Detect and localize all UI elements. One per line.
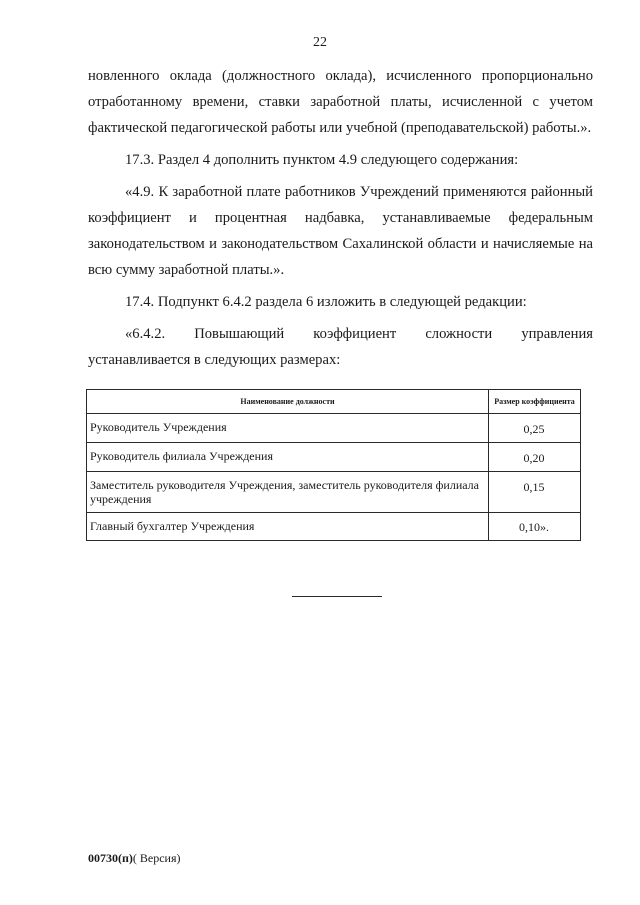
paragraph-17-3: 17.3. Раздел 4 дополнить пунктом 4.9 следующего содержания:: [125, 152, 519, 168]
document-code: [88, 851, 181, 866]
table-header-row: [87, 390, 581, 414]
header-coefficient: Размер коэффициента: [489, 390, 581, 414]
position-cell: Заместитель руководителя Учреждения, заместитель руководителя филиала учреждения: [87, 472, 489, 513]
paragraph-4-9: «4.9. К заработной плате работников Учреждений применяются районный коэффициент и процентная надбавка, устанавливаемые федеральным законодательством и законодательством Сахалинской области и начисляемые на всю сумму заработной платы.».: [88, 184, 593, 278]
position-cell: Руководитель филиала Учреждения: [87, 443, 489, 472]
page-number: 22: [313, 35, 327, 50]
table-row: [87, 414, 581, 443]
document-number: 00730(п): [88, 851, 133, 865]
table-row: [87, 443, 581, 472]
position-cell: Руководитель Учреждения: [87, 414, 489, 443]
document-version: ( Версия): [132, 851, 181, 865]
coefficient-cell: 0,15: [489, 472, 581, 513]
coefficient-cell: 0,25: [489, 414, 581, 443]
header-position: Наименование должности: [87, 390, 489, 414]
paragraph-continuation: новленного оклада (должностного оклада), исчисленного пропорционально отработанному времени, ставки заработной платы, исчисленной с учетом фактической педагогической работы или учебной (преподавательской) работы.».: [88, 68, 593, 136]
footer-divider: [292, 596, 382, 597]
paragraph-6-4-2: «6.4.2. Повышающий коэффициент сложности управления устанавливается в следующих размерах:: [88, 326, 593, 368]
document-body: [88, 63, 593, 373]
coefficient-table: [86, 389, 581, 541]
paragraph-17-4: 17.4. Подпункт 6.4.2 раздела 6 изложить в следующей редакции:: [125, 294, 527, 310]
coefficient-cell: 0,10».: [489, 513, 581, 541]
table-row: [87, 472, 581, 513]
position-cell: Главный бухгалтер Учреждения: [87, 513, 489, 541]
coefficient-cell: 0,20: [489, 443, 581, 472]
table-row: [87, 513, 581, 541]
